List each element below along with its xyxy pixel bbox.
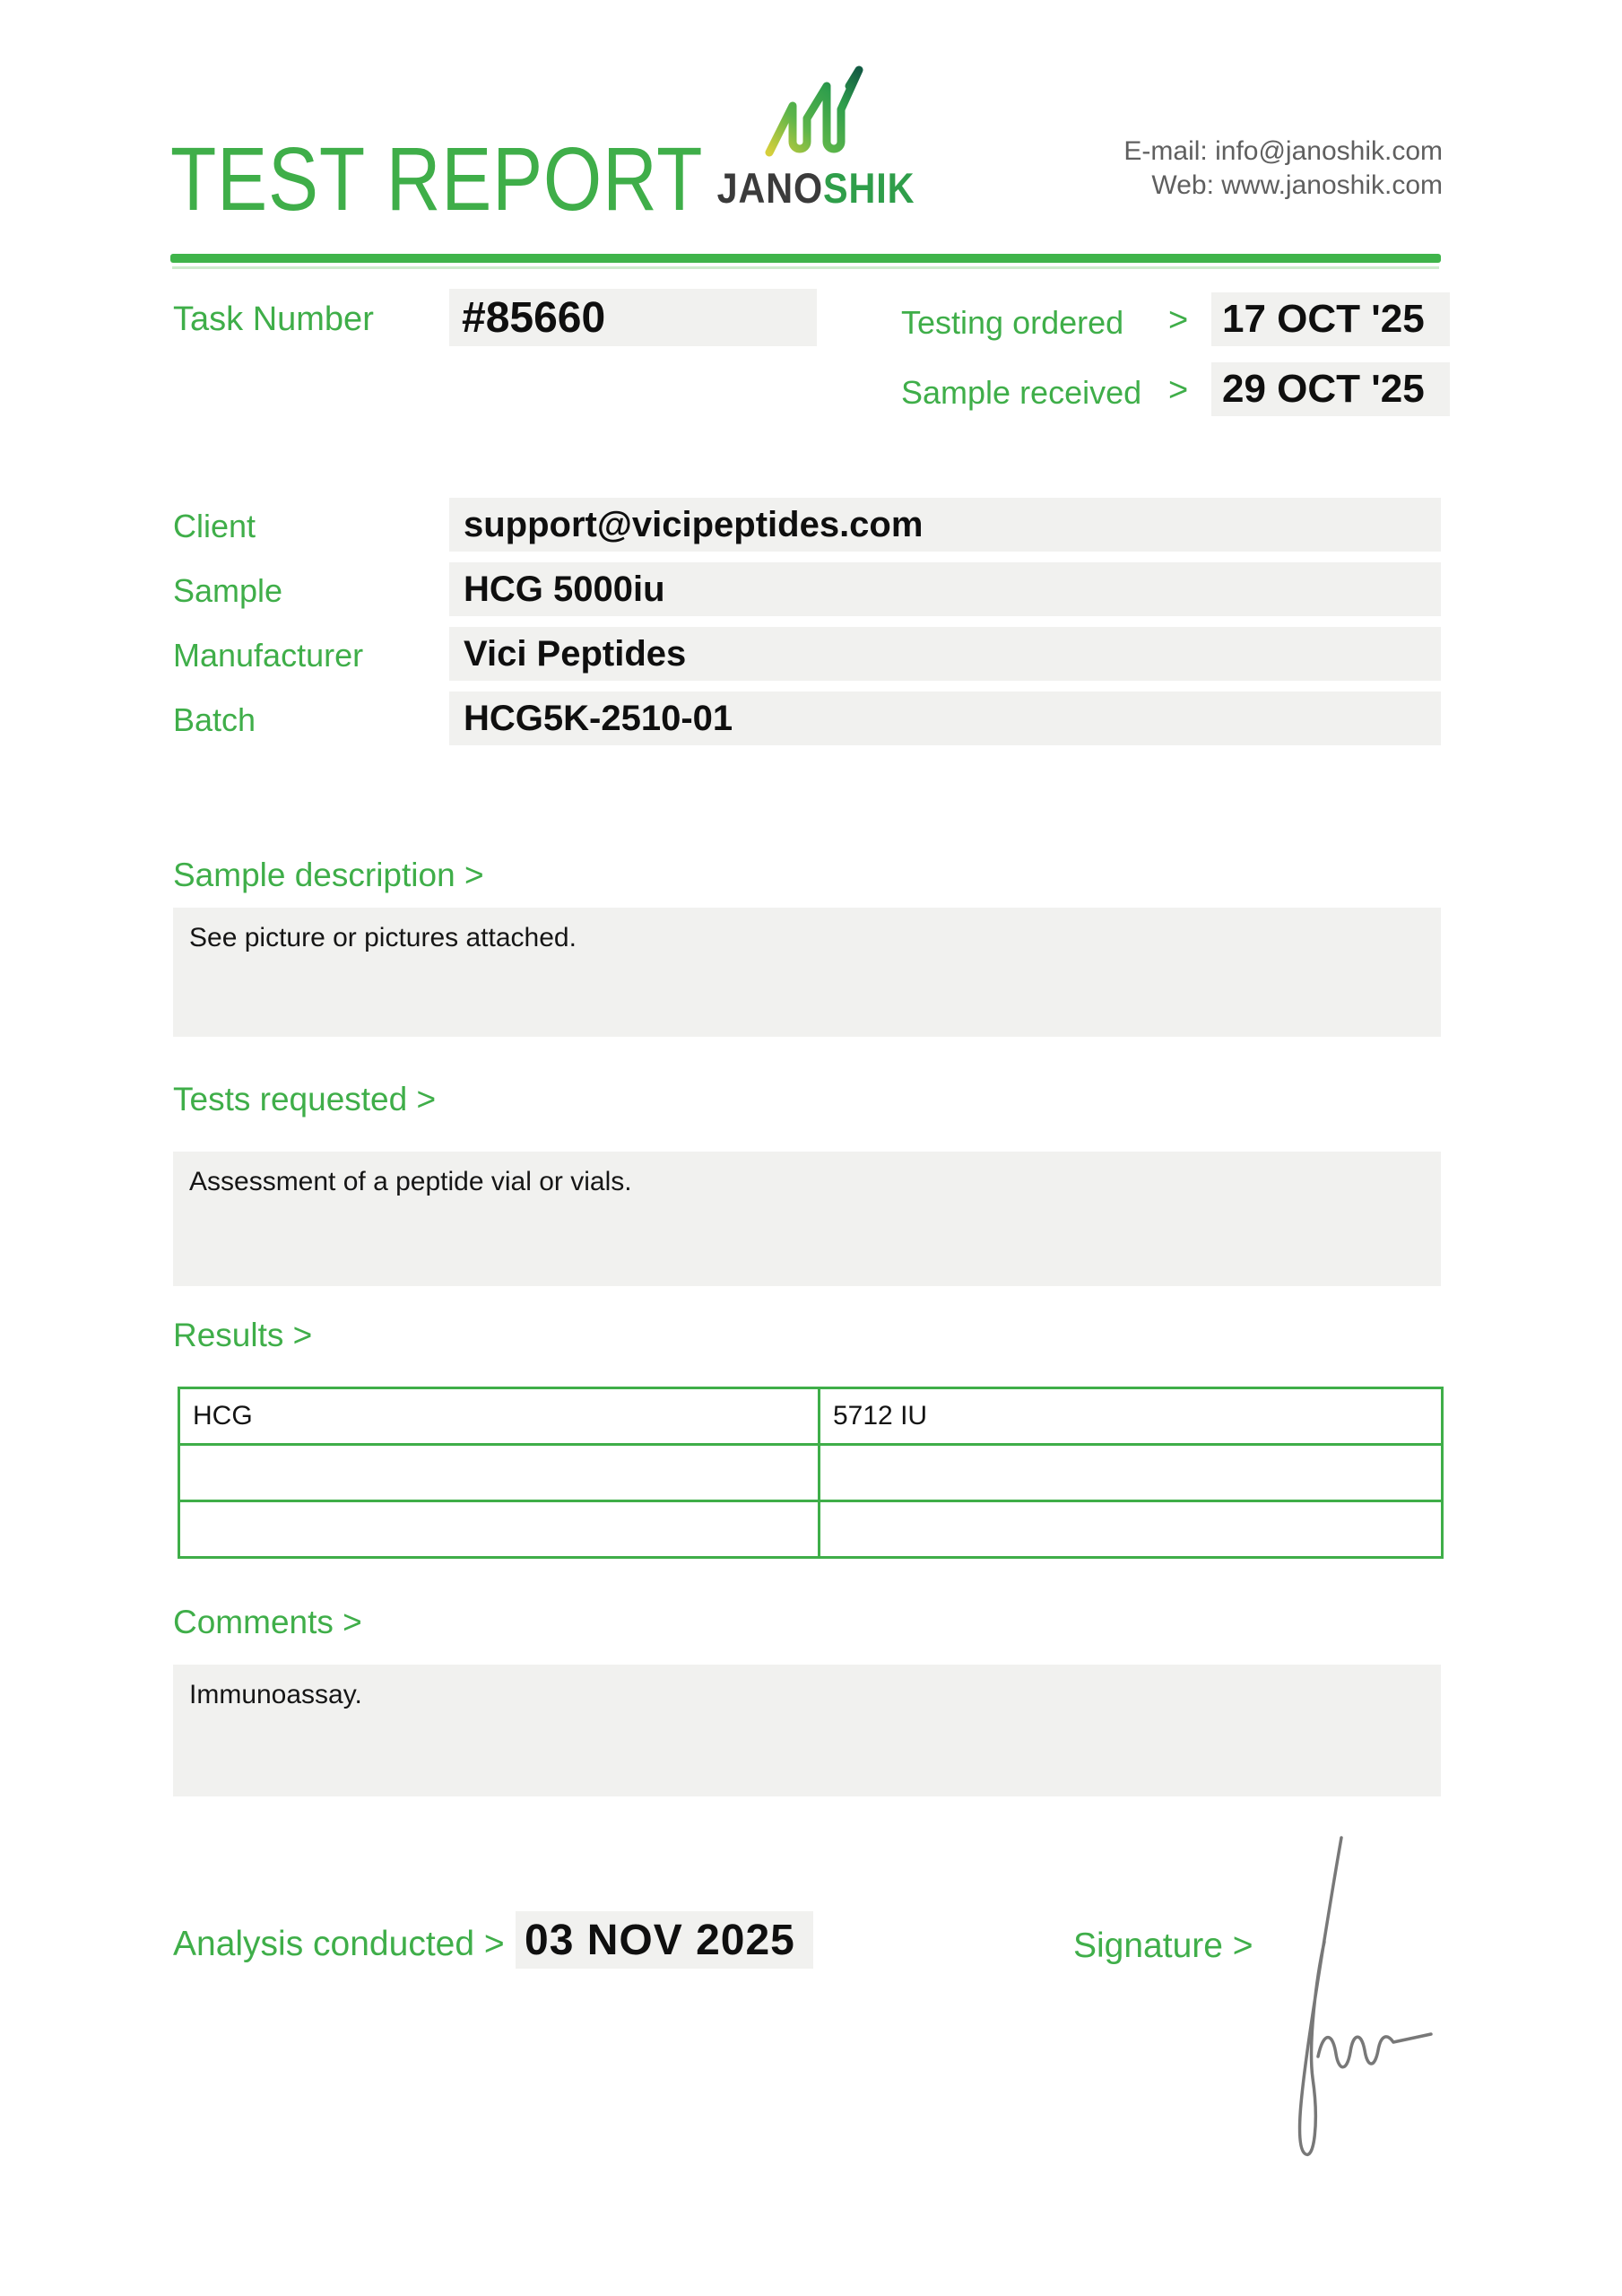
sample-received-arrow-icon: > bbox=[1168, 371, 1189, 409]
sample-received-value-box bbox=[1211, 362, 1450, 416]
page-title: TEST REPORT bbox=[170, 129, 704, 230]
logo-text-shik: SHIK bbox=[823, 164, 915, 212]
testing-ordered-value: 17 OCT '25 bbox=[1222, 297, 1425, 341]
client-value-box bbox=[449, 498, 1441, 552]
analysis-date-value: 03 NOV 2025 bbox=[525, 1916, 795, 1964]
sample-description-box bbox=[173, 908, 1441, 1037]
comments-heading: Comments > bbox=[173, 1604, 362, 1640]
task-number-label: Task Number bbox=[173, 300, 374, 338]
sample-value: HCG 5000iu bbox=[464, 569, 665, 609]
result-analyte-cell bbox=[179, 1501, 820, 1558]
sample-label: Sample bbox=[173, 572, 283, 609]
sample-received-label: Sample received bbox=[901, 374, 1142, 411]
growth-chart-icon bbox=[762, 57, 870, 163]
janoshik-logo bbox=[681, 57, 950, 212]
task-number-value-box bbox=[449, 289, 817, 346]
contact-web: Web: www.janoshik.com bbox=[1151, 170, 1443, 200]
result-value-cell bbox=[820, 1501, 1443, 1558]
testing-ordered-label: Testing ordered bbox=[901, 304, 1124, 341]
client-label: Client bbox=[173, 508, 256, 544]
manufacturer-label: Manufacturer bbox=[173, 637, 364, 674]
sample-received-value: 29 OCT '25 bbox=[1222, 367, 1425, 411]
testing-ordered-value-box bbox=[1211, 292, 1450, 346]
sample-value-box bbox=[449, 562, 1441, 616]
batch-value: HCG5K-2510-01 bbox=[464, 698, 733, 738]
result-analyte-cell bbox=[179, 1445, 820, 1501]
contact-email: E-mail: info@janoshik.com bbox=[1123, 136, 1443, 166]
results-table bbox=[178, 1387, 1444, 1559]
testing-ordered-arrow-icon: > bbox=[1168, 301, 1189, 339]
comments-text: Immunoassay. bbox=[189, 1680, 362, 1709]
comments-box bbox=[173, 1665, 1441, 1796]
tests-requested-text: Assessment of a peptide vial or vials. bbox=[189, 1167, 632, 1196]
analysis-conducted-label: Analysis conducted > bbox=[173, 1925, 505, 1963]
manufacturer-value-box bbox=[449, 627, 1441, 681]
batch-label: Batch bbox=[173, 701, 256, 738]
contact-block bbox=[1123, 135, 1443, 202]
signature-label: Signature > bbox=[1073, 1926, 1253, 1965]
result-analyte-cell: HCG bbox=[179, 1388, 820, 1445]
table-row bbox=[179, 1388, 1443, 1445]
result-value-cell bbox=[820, 1445, 1443, 1501]
analysis-date-box bbox=[516, 1911, 813, 1969]
results-heading: Results > bbox=[173, 1317, 313, 1353]
result-value-cell: 5712 IU bbox=[820, 1388, 1443, 1445]
logo-text-jano: JANO bbox=[716, 164, 824, 212]
handwritten-signature bbox=[1264, 1825, 1453, 2193]
batch-value-box bbox=[449, 691, 1441, 745]
logo-wordmark bbox=[698, 164, 934, 212]
client-value: support@vicipeptides.com bbox=[464, 504, 924, 544]
tests-requested-heading: Tests requested > bbox=[173, 1081, 437, 1118]
task-number-value: #85660 bbox=[462, 293, 606, 342]
manufacturer-value: Vici Peptides bbox=[464, 633, 687, 674]
header-divider bbox=[170, 254, 1441, 263]
tests-requested-box bbox=[173, 1152, 1441, 1286]
sample-description-heading: Sample description > bbox=[173, 857, 484, 893]
table-row bbox=[179, 1445, 1443, 1501]
sample-description-text: See picture or pictures attached. bbox=[189, 923, 577, 952]
table-row bbox=[179, 1501, 1443, 1558]
